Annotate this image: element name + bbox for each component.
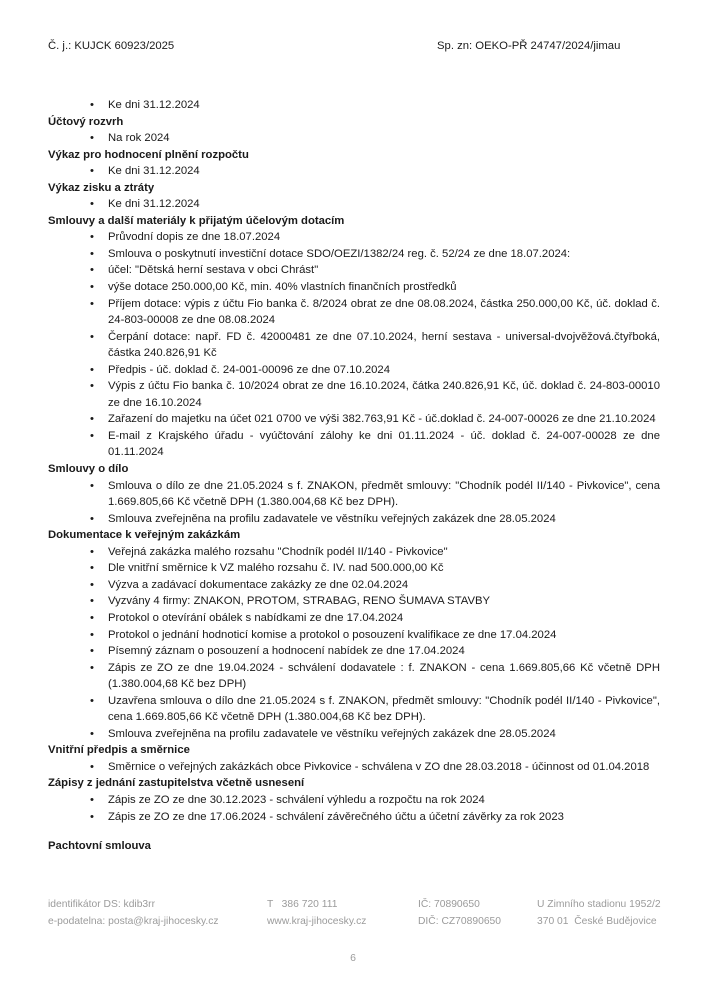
section-heading: Účtový rozvrh — [48, 115, 124, 128]
bullet-icon: • — [90, 512, 94, 525]
footer-col-registration — [418, 896, 501, 930]
bullet-icon: • — [90, 413, 94, 426]
section-heading: Výkaz zisku a ztráty — [48, 181, 155, 194]
bullet-icon: • — [90, 132, 94, 145]
bullet-icon: • — [90, 645, 94, 658]
bullet-text: Výzva a zadávací dokumentace zakázky ze dne 02.04.2024 — [108, 578, 409, 591]
section-heading: Smlouvy a další materiály k přijatým účelovým dotacím — [48, 214, 345, 227]
section-heading: Smlouvy o dílo — [48, 463, 129, 476]
bullet-icon: • — [90, 429, 94, 442]
bullet-text: Předpis - úč. doklad č. 24-001-00096 ze dne 07.10.2024 — [108, 363, 390, 376]
footer-col-identifiers — [48, 896, 219, 930]
bullet-text: Příjem dotace: výpis z účtu Fio banka č. 8/2024 obrat ze dne 08.08.2024, částka 250.000,00 Kč, úč. doklad č. 24-803-00008 ze dne 08.08.2024 — [108, 297, 660, 327]
bullet-item — [90, 560, 660, 577]
bullet-item — [90, 792, 660, 809]
bullet-text: Výpis z účtu Fio banka č. 10/2024 obrat ze dne 16.10.2024, čátka 240.826,91 Kč, úč. doklad č. 24-803-00010 ze dne 16.10.2024 — [108, 380, 660, 409]
bullet-icon: • — [90, 363, 94, 376]
footer-line: U Zimního stadionu 1952/2 — [537, 899, 661, 910]
bullet-icon: • — [90, 628, 94, 641]
bullet-item — [90, 411, 660, 428]
footer-col-contact — [267, 896, 366, 930]
section-spacer — [48, 825, 660, 838]
bullet-item — [90, 693, 660, 726]
footer-line: e-podatelna: posta@kraj-jihocesky.cz — [48, 916, 219, 927]
bullet-text: Smlouva zveřejněna na profilu zadavatele ve věstníku veřejných zakázek dne 28.05.2024 — [108, 512, 556, 525]
bullet-icon: • — [90, 578, 94, 591]
bullet-item — [90, 660, 660, 693]
bullet-icon: • — [90, 611, 94, 624]
bullet-icon: • — [90, 694, 94, 707]
bullet-text: Ke dni 31.12.2024 — [108, 99, 200, 111]
bullet-icon: • — [90, 545, 94, 558]
bullet-icon: • — [90, 479, 94, 492]
bullet-item — [90, 246, 660, 263]
bullet-icon: • — [90, 562, 94, 575]
bullet-item — [90, 478, 660, 511]
bullet-icon: • — [90, 727, 94, 740]
bullet-text: Dle vnitřní směrnice k VZ malého rozsahu č. IV. nad 500.000,00 Kč — [108, 562, 444, 575]
bullet-item — [90, 643, 660, 660]
bullet-text: Zápis ze ZO ze dne 30.12.2023 - schválení výhledu a rozpočtu na rok 2024 — [108, 793, 485, 806]
bullet-text: Protokol o jednání hodnoticí komise a protokol o posouzení kvalifikace ze dne 17.04.2024 — [108, 628, 557, 641]
bullet-item — [90, 279, 660, 296]
bullet-text: Veřejná zakázka malého rozsahu "Chodník podél II/140 - Pivkovice" — [108, 545, 448, 558]
footer-line: T 386 720 111 — [267, 899, 338, 910]
document-body — [48, 97, 660, 855]
bullet-item — [90, 627, 660, 644]
bullet-icon: • — [90, 661, 94, 674]
bullet-icon: • — [90, 595, 94, 608]
bullet-icon: • — [90, 198, 94, 211]
bullet-icon: • — [90, 793, 94, 806]
footer-line: 370 01 České Budějovice — [537, 916, 657, 927]
bullet-icon: • — [90, 247, 94, 260]
section-heading: Výkaz pro hodnocení plnění rozpočtu — [48, 148, 249, 161]
bullet-icon: • — [90, 231, 94, 244]
page-number: 6 — [350, 952, 356, 964]
footer-line: identifikátor DS: kdib3rr — [48, 899, 156, 910]
bullet-item — [90, 809, 660, 826]
section-heading: Vnitřní předpis a směrnice — [48, 744, 190, 757]
section-heading: Dokumentace k veřejným zakázkám — [48, 529, 241, 542]
bullet-item — [90, 163, 660, 180]
bullet-text: Smlouva zveřejněna na profilu zadavatele ve věstníku veřejných zakázek dne 28.05.2024 — [108, 727, 556, 740]
bullet-item — [90, 196, 660, 213]
bullet-item — [90, 97, 660, 114]
bullet-item — [90, 726, 660, 743]
footer-line: www.kraj-jihocesky.cz — [267, 916, 367, 927]
section-heading: Zápisy z jednání zastupitelstva včetně usnesení — [48, 777, 305, 790]
bullet-text: Ke dni 31.12.2024 — [108, 198, 200, 211]
bullet-text: Zápis ze ZO ze dne 17.06.2024 - schválení závěrečného účtu a účetní závěrky za rok 2023 — [108, 810, 564, 823]
bullet-text: výše dotace 250.000,00 Kč, min. 40% vlastních finančních prostředků — [108, 281, 457, 294]
bullet-item — [90, 577, 660, 594]
bullet-text: Vyzvány 4 firmy: ZNAKON, PROTOM, STRABAG, RENO ŠUMAVA STAVBY — [108, 595, 491, 608]
bullet-text: Zařazení do majetku na účet 021 0700 ve výši 382.763,91 Kč - úč.doklad č. 24-007-00026 ze dne 21.10.2024 — [108, 413, 656, 426]
bullet-icon: • — [90, 810, 94, 823]
bullet-icon: • — [90, 330, 94, 343]
bullet-icon: • — [90, 297, 94, 310]
case-number: Sp. zn: OEKO-PŘ 24747/2024/jimau — [437, 40, 621, 52]
bullet-text: E-mail z Krajského úřadu - vyúčtování zálohy ke dni 01.11.2024 - úč. doklad č. 24-007-00028 ze dne 01.11.2024 — [108, 429, 660, 459]
section-heading: Pachtovní smlouva — [48, 840, 151, 853]
bullet-item — [90, 610, 660, 627]
bullet-item — [90, 544, 660, 561]
bullet-item — [90, 362, 660, 379]
bullet-item — [90, 229, 660, 246]
bullet-text: Čerpání dotace: např. FD č. 42000481 ze dne 07.10.2024, herní sestava - universal-dvojvěžová.čtyřboká, částka 240.826,91 Kč — [108, 330, 660, 360]
footer-col-address — [537, 896, 661, 930]
doc-number: Č. j.: KUJCK 60923/2025 — [48, 40, 175, 52]
bullet-text: Směrnice o veřejných zakázkách obce Pivkovice - schválena v ZO dne 28.03.2018 - účinnost od 01.04.2018 — [108, 760, 650, 773]
bullet-item — [90, 511, 660, 528]
bullet-text: Písemný záznam o posouzení a hodnocení nabídek ze dne 17.04.2024 — [108, 645, 465, 658]
bullet-icon: • — [90, 760, 94, 773]
bullet-text: Na rok 2024 — [108, 132, 170, 145]
bullet-text: Protokol o otevírání obálek s nabídkami ze dne 17.04.2024 — [108, 611, 404, 624]
footer-line: DIČ: CZ70890650 — [418, 916, 501, 927]
bullet-text: Smlouva o dílo ze dne 21.05.2024 s f. ZNAKON, předmět smlouvy: "Chodník podél II/140 - Pivkovice", cena 1.669.805,66 Kč včetně DPH (1.380.004,68 Kč bez DPH). — [108, 479, 660, 509]
bullet-item — [90, 759, 660, 776]
bullet-text: Uzavřena smlouva o dílo dne 21.05.2024 s f. ZNAKON, předmět smlouvy: "Chodník podél II/140 - Pivkovice", cena 1.669.805,66 Kč včetně DPH (1.380.004,68 Kč bez DPH). — [108, 694, 660, 724]
bullet-item — [90, 329, 660, 362]
bullet-icon: • — [90, 99, 94, 111]
bullet-item — [90, 130, 660, 147]
bullet-text: účel: "Dětská herní sestava v obci Chrást" — [108, 264, 319, 277]
bullet-icon: • — [90, 281, 94, 294]
bullet-text: Průvodní dopis ze dne 18.07.2024 — [108, 231, 281, 244]
bullet-item — [90, 378, 660, 411]
bullet-item — [90, 296, 660, 329]
bullet-icon: • — [90, 264, 94, 277]
bullet-text: Smlouva o poskytnutí investiční dotace SDO/OEZI/1382/24 reg. č. 52/24 ze dne 18.07.2024: — [108, 247, 571, 260]
bullet-icon: • — [90, 380, 94, 393]
bullet-item — [90, 593, 660, 610]
bullet-text: Ke dni 31.12.2024 — [108, 165, 200, 178]
bullet-item — [90, 428, 660, 461]
bullet-icon: • — [90, 165, 94, 178]
bullet-item — [90, 262, 660, 279]
bullet-text: Zápis ze ZO ze dne 19.04.2024 - schválení dodavatele : f. ZNAKON - cena 1.669.805,66 Kč včetně DPH (1.380.004,68 Kč bez DPH) — [108, 661, 660, 691]
footer-line: IČ: 70890650 — [418, 899, 480, 910]
